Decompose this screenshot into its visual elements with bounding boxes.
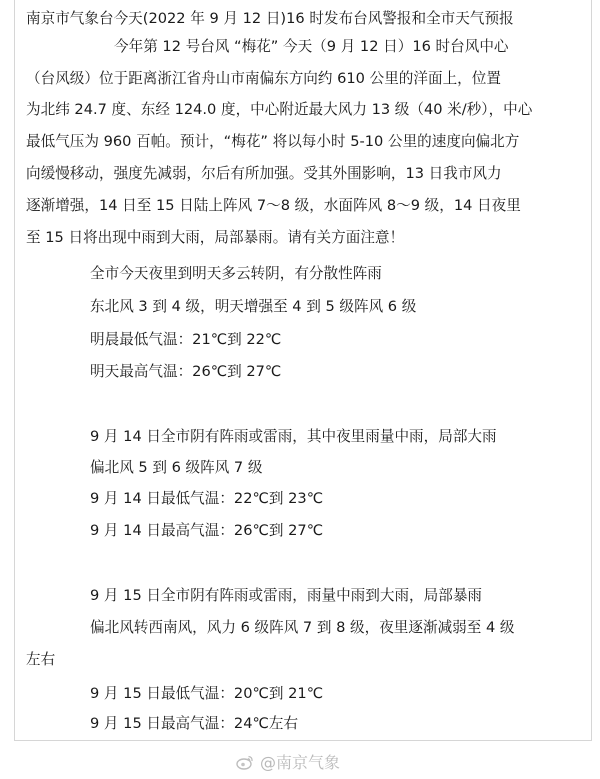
typhoon-paragraph-line: 今年第 12 号台风 “梅花” 今天（9 月 12 日）16 时台风中心 <box>114 38 509 55</box>
forecast-today-min-temp: 明晨最低气温：21℃到 22℃ <box>90 331 282 348</box>
typhoon-paragraph-line: 逐渐增强，14 日至 15 日陆上阵风 7～8 级，水面阵风 8～9 级，14 日夜里 <box>26 197 521 214</box>
weibo-icon <box>236 754 254 770</box>
forecast-day14-max-temp: 9 月 14 日最高气温：26℃到 27℃ <box>90 522 324 539</box>
forecast-day14-wind: 偏北风 5 到 6 级阵风 7 级 <box>90 459 263 476</box>
forecast-today-summary: 全市今天夜里到明天多云转阴，有分散性阵雨 <box>90 265 382 282</box>
forecast-day15-max-temp: 9 月 15 日最高气温：24℃左右 <box>90 715 299 732</box>
bulletin-heading: 南京市气象台今天(2022 年 9 月 12 日)16 时发布台风警报和全市天气预报 <box>26 10 514 27</box>
watermark-text: @南京气象 <box>260 753 341 772</box>
forecast-day14-min-temp: 9 月 14 日最低气温：22℃到 23℃ <box>90 490 324 507</box>
typhoon-paragraph-line: （台风级）位于距离浙江省舟山市南偏东方向约 610 公里的洋面上，位置 <box>26 70 501 87</box>
forecast-day14-summary: 9 月 14 日全市阴有阵雨或雷雨，其中夜里雨量中雨，局部大雨 <box>90 428 497 445</box>
forecast-today-wind: 东北风 3 到 4 级，明天增强至 4 到 5 级阵风 6 级 <box>90 298 417 315</box>
forecast-today-max-temp: 明天最高气温：26℃到 27℃ <box>90 363 282 380</box>
typhoon-paragraph-line: 至 15 日将出现中雨到大雨，局部暴雨。请有关方面注意！ <box>26 229 405 246</box>
forecast-day15-wind-continued: 左右 <box>26 651 56 668</box>
forecast-day15-summary: 9 月 15 日全市阴有阵雨或雷雨，雨量中雨到大雨，局部暴雨 <box>90 587 483 604</box>
forecast-day15-min-temp: 9 月 15 日最低气温：20℃到 21℃ <box>90 685 324 702</box>
forecast-day15-wind: 偏北风转西南风，风力 6 级阵风 7 到 8 级，夜里逐渐减弱至 4 级 <box>90 619 515 636</box>
weibo-watermark <box>236 750 340 773</box>
typhoon-paragraph-line: 向缓慢移动，强度先减弱，尔后有所加强。受其外围影响，13 日我市风力 <box>26 165 502 182</box>
typhoon-paragraph-line: 为北纬 24.7 度、东经 124.0 度，中心附近最大风力 13 级（40 米/秒），中心 <box>26 101 533 118</box>
typhoon-paragraph-line: 最低气压为 960 百帕。预计，“梅花” 将以每小时 5-10 公里的速度向偏北方 <box>26 133 520 150</box>
